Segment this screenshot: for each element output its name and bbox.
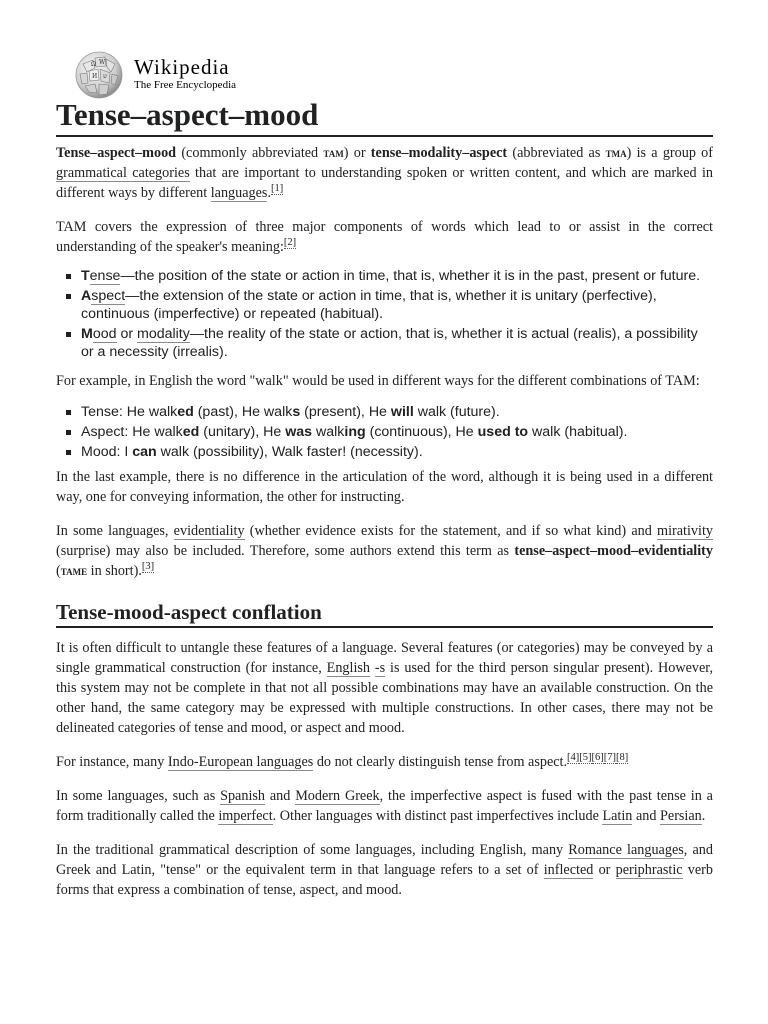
link-latin[interactable]: Latin (602, 808, 633, 824)
link-inflected[interactable]: inflected (543, 862, 594, 878)
link-spanish[interactable]: Spanish (220, 788, 266, 804)
reference-3[interactable]: [3] (141, 561, 155, 573)
abbreviation: tma (605, 146, 627, 160)
bold-term: tense–modality–aspect (370, 145, 508, 161)
svg-text:Ω: Ω (91, 61, 96, 68)
bold-term: tense–aspect–mood–evidentiality (514, 543, 713, 559)
svg-text:И: И (92, 73, 98, 80)
last-example-paragraph: In the last example, there is no difference in the articulation of the word, although it is being used in a different way, one for conveying information, the other for instructing. (56, 469, 713, 505)
link-tense[interactable]: ense (89, 268, 121, 284)
link-mirativity[interactable]: mirativity (657, 523, 713, 539)
list-item-tense-example: Tense: He walked (past), He walks (present), He will walk (future). (81, 403, 713, 421)
page (56, 0, 714, 898)
reference-7[interactable]: [7] (603, 752, 617, 764)
conflation-paragraph-1: It is often difficult to untangle these features of a language. Several features (or categories) may be conveyed by a single grammatical construction (for instance, English -s is used for the third person singular present). However, this system may not be complete in that not all possible combinations may have an available construction. On the other hand, the same category may be expressed with multiple constructions. In other cases, there may not be delineated categories of tense and mood, or aspect and mood. (56, 640, 714, 736)
list-item-mood-example: Mood: I can walk (possibility), Walk faster! (necessity). (81, 443, 713, 461)
section-heading-conflation: Tense-mood-aspect conflation (56, 599, 713, 628)
conflation-paragraph-3: In some languages, such as Spanish and Modern Greek, the imperfective aspect is fused with the past tense in a form traditionally called the imperfect. Other languages with distinct past imperfectives include Latin and Persian. (56, 788, 713, 824)
reference-5[interactable]: [5] (579, 752, 592, 764)
evidentiality-paragraph: In some languages, evidentiality (whether evidence exists for the statement, and if so what kind) and mirativity (surprise) may also be included. Therefore, some authors extend this term as tense–aspect–mood–evidentiality (tame in short).[3] (56, 523, 713, 579)
link-modern-greek[interactable]: Modern Greek (295, 788, 380, 804)
link-modality[interactable]: modality (137, 326, 190, 342)
link-romance-languages[interactable]: Romance languages (568, 842, 684, 858)
reference-8[interactable]: [8] (616, 752, 629, 764)
reference-4[interactable]: [4] (567, 752, 580, 764)
list-item-aspect-example: Aspect: He walked (unitary), He was walking (continuous), He used to walk (habitual). (81, 423, 713, 441)
link-evidentiality[interactable]: evidentiality (173, 523, 245, 539)
components-list (56, 267, 713, 361)
abbreviation: tam (323, 146, 344, 160)
link-imperfect[interactable]: imperfect (218, 808, 273, 824)
link-languages[interactable]: languages (210, 185, 268, 201)
conflation-paragraph-4: In the traditional grammatical description of some languages, including English, many Romance languages, and Greek and Latin, "tense" or the equivalent term in that language refers to a set of inflected or periphrastic verb forms that express a combination of tense, aspect, and mood. (56, 842, 713, 898)
intro-paragraph: Tense–aspect–mood (commonly abbreviated tam) or tense–modality–aspect (abbreviated as tma) is a group of grammatical categories that are important to understanding spoken or written content, and which are marked in different ways by different languages.[1] (56, 145, 714, 201)
list-item-aspect: Aspect—the extension of the state or action in time, that is, whether it is unitary (perfective), continuous (imperfective) or repeated (habitual). (81, 287, 713, 323)
link-english[interactable]: English (326, 660, 371, 676)
link-persian[interactable]: Persian (660, 808, 702, 824)
link-periphrastic[interactable]: periphrastic (615, 862, 683, 878)
link-aspect[interactable]: spect (91, 288, 126, 304)
brand[interactable] (134, 56, 236, 91)
svg-text:ש: ש (103, 73, 108, 80)
reference-2[interactable]: [2] (283, 237, 297, 249)
link-grammatical-categories[interactable]: grammatical categories (56, 165, 190, 181)
bold-term: Tense–aspect–mood (56, 145, 177, 161)
wikipedia-globe-icon[interactable] (73, 50, 125, 100)
conflation-paragraph-2: For instance, many Indo-European languages do not clearly distinguish tense from aspect.[4][5][6][7][8] (56, 752, 629, 770)
reference-6[interactable]: [6] (591, 752, 604, 764)
link-mood[interactable]: ood (92, 326, 117, 342)
link-indo-european-languages[interactable]: Indo-European languages (167, 754, 314, 770)
examples-list (56, 403, 713, 461)
reference-1[interactable]: [1] (270, 183, 284, 195)
example-intro-paragraph: For example, in English the word "walk" would be used in different ways for the different combinations of TAM: (56, 373, 700, 389)
abbreviation: tame (60, 564, 88, 578)
list-item-tense: Tense—the position of the state or action in time, that is, whether it is in the past, present or future. (81, 267, 713, 285)
list-item-mood: Mood or modality—the reality of the state or action, that is, whether it is actual (realis), a possibility or a necessity (irrealis). (81, 325, 713, 361)
components-intro-paragraph: TAM covers the expression of three major components of words which lead to or assist in the correct understanding of the speaker's meaning:[2] (56, 219, 713, 255)
header (56, 0, 713, 100)
page-title: Tense–aspect–mood (56, 96, 713, 137)
svg-text:W: W (99, 59, 106, 66)
brand-subtitle: The Free Encyclopedia (134, 79, 237, 91)
article-body (56, 143, 713, 914)
link-s-suffix[interactable]: -s (374, 660, 386, 676)
brand-title: Wikipedia (134, 55, 230, 79)
